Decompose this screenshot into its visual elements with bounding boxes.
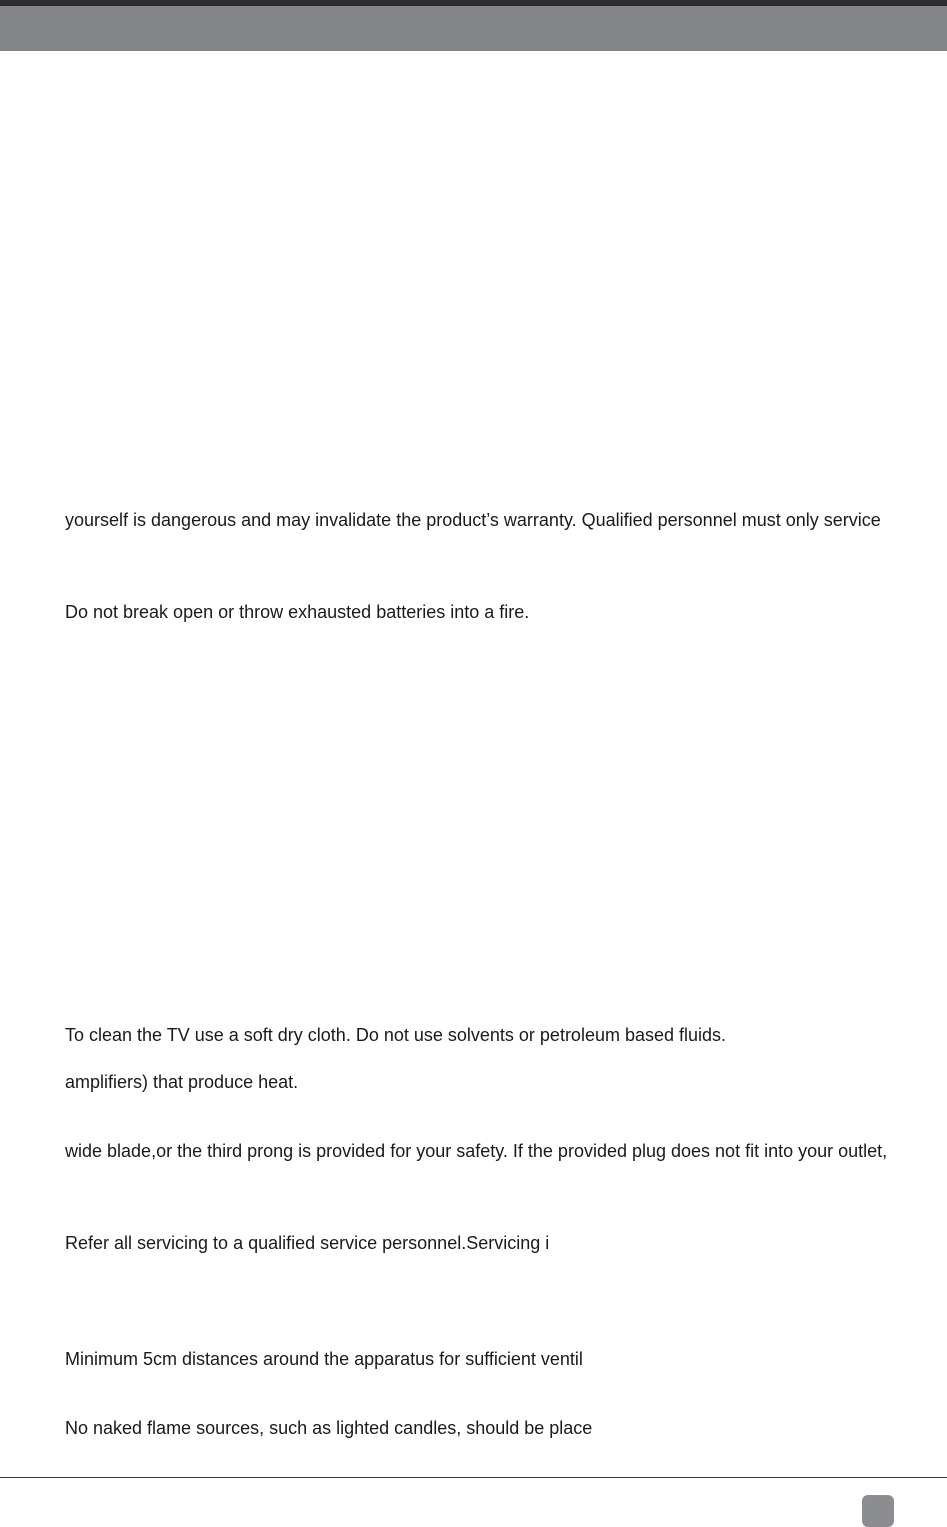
text-line-cleaning: To clean the TV use a soft dry cloth. Do not use solvents or petroleum based fluids. xyxy=(65,1025,727,1045)
text-line-batteries: Do not break open or throw exhausted batteries into a fire. xyxy=(65,602,530,622)
text-line-plug: wide blade,or the third prong is provided for your safety. If the provided plug does not fit into your outlet, xyxy=(65,1141,888,1161)
text-line-flame: No naked flame sources, such as lighted candles, should be place xyxy=(65,1418,593,1438)
footer-rule xyxy=(0,1477,947,1478)
page-number-tab xyxy=(862,1495,894,1527)
header-band xyxy=(0,6,947,51)
text-line-heat: amplifiers) that produce heat. xyxy=(65,1072,299,1092)
text-line-ventilation: Minimum 5cm distances around the apparatus for sufficient ventil xyxy=(65,1349,583,1369)
text-line-refer-servicing: Refer all servicing to a qualified service personnel.Servicing i xyxy=(65,1233,550,1253)
text-line-servicing-warning: yourself is dangerous and may invalidate the product’s warranty. Qualified personnel must only service xyxy=(65,510,881,530)
